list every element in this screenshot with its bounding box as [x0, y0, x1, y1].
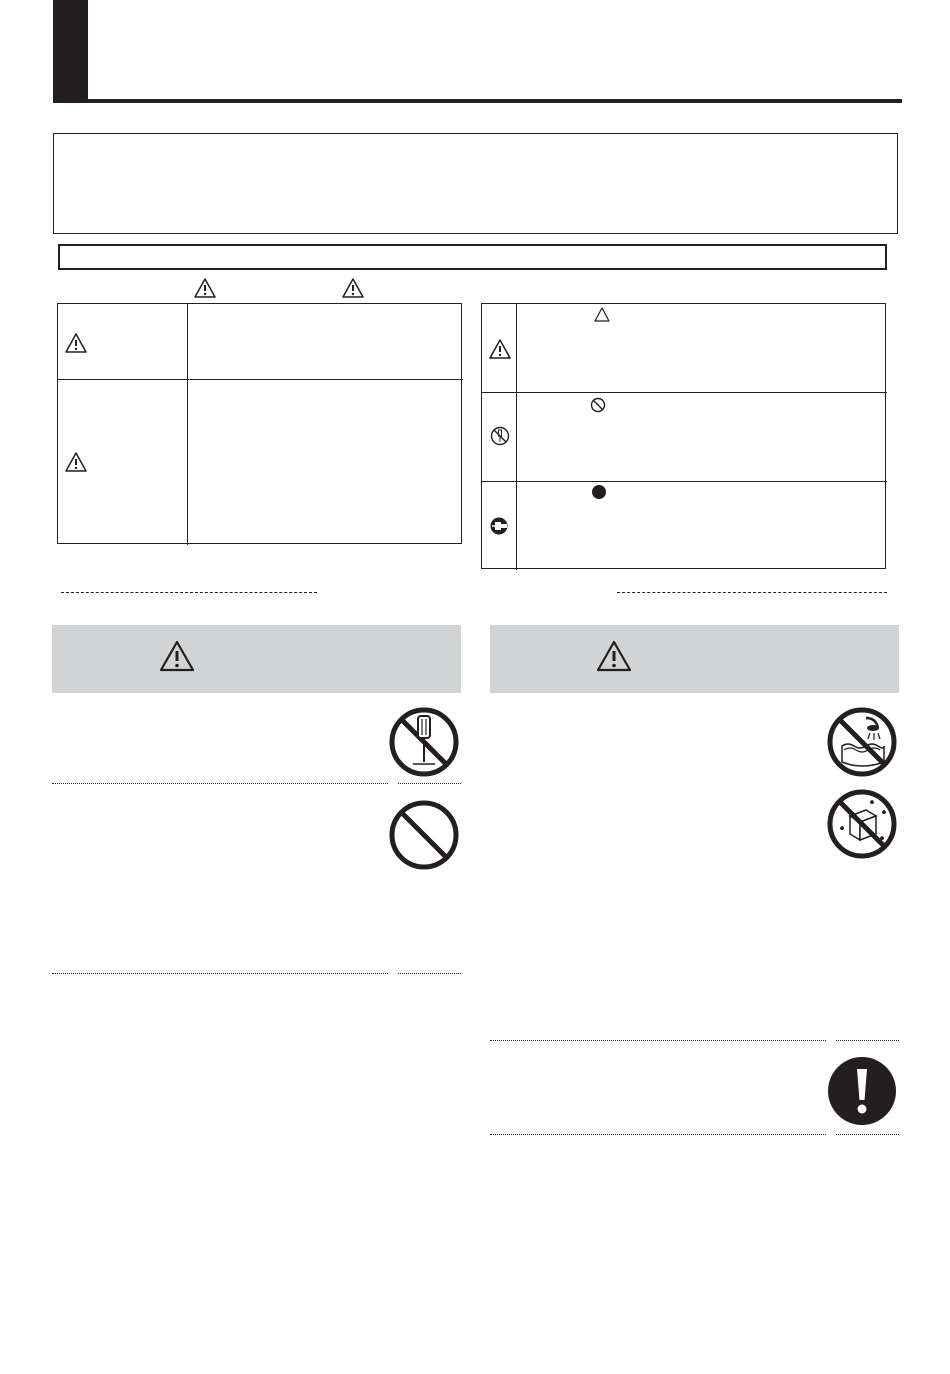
warning-triangle-icon — [65, 333, 87, 353]
intro-box — [53, 133, 898, 234]
warning-triangle-icon — [489, 339, 511, 359]
no-water-icon — [826, 706, 898, 778]
dotted-separator — [52, 973, 388, 974]
warning-section-header — [490, 625, 899, 693]
warning-caution-table — [57, 303, 462, 544]
warning-triangle-icon — [159, 640, 195, 672]
no-disassemble-icon — [388, 706, 460, 778]
dashed-separator — [617, 592, 887, 593]
mandatory-action-icon — [826, 1055, 898, 1127]
attention-triangle-icon — [594, 307, 610, 322]
symbol-legend-table — [481, 303, 886, 569]
prohibited-icon — [590, 397, 606, 413]
dotted-separator — [52, 783, 388, 784]
warning-section-header — [52, 625, 461, 693]
dotted-separator — [836, 1134, 899, 1135]
caution-triangle-icon — [65, 452, 87, 472]
dotted-separator — [490, 1134, 826, 1135]
prohibited-icon — [388, 799, 460, 871]
section-title-box — [58, 244, 887, 270]
unplug-icon — [489, 516, 511, 536]
warning-triangle-icon — [194, 278, 216, 298]
mandatory-dot-icon — [591, 484, 607, 500]
header-rule — [53, 99, 902, 103]
dashed-separator — [61, 592, 317, 593]
caution-triangle-icon — [342, 278, 364, 298]
dotted-separator — [398, 973, 461, 974]
no-moisture-icon — [826, 788, 898, 860]
header-tab — [53, 0, 88, 101]
dotted-separator — [398, 783, 461, 784]
warning-triangle-icon — [596, 640, 632, 672]
dotted-separator — [836, 1040, 899, 1041]
dotted-separator — [490, 1040, 826, 1041]
no-disassemble-icon — [490, 426, 510, 446]
